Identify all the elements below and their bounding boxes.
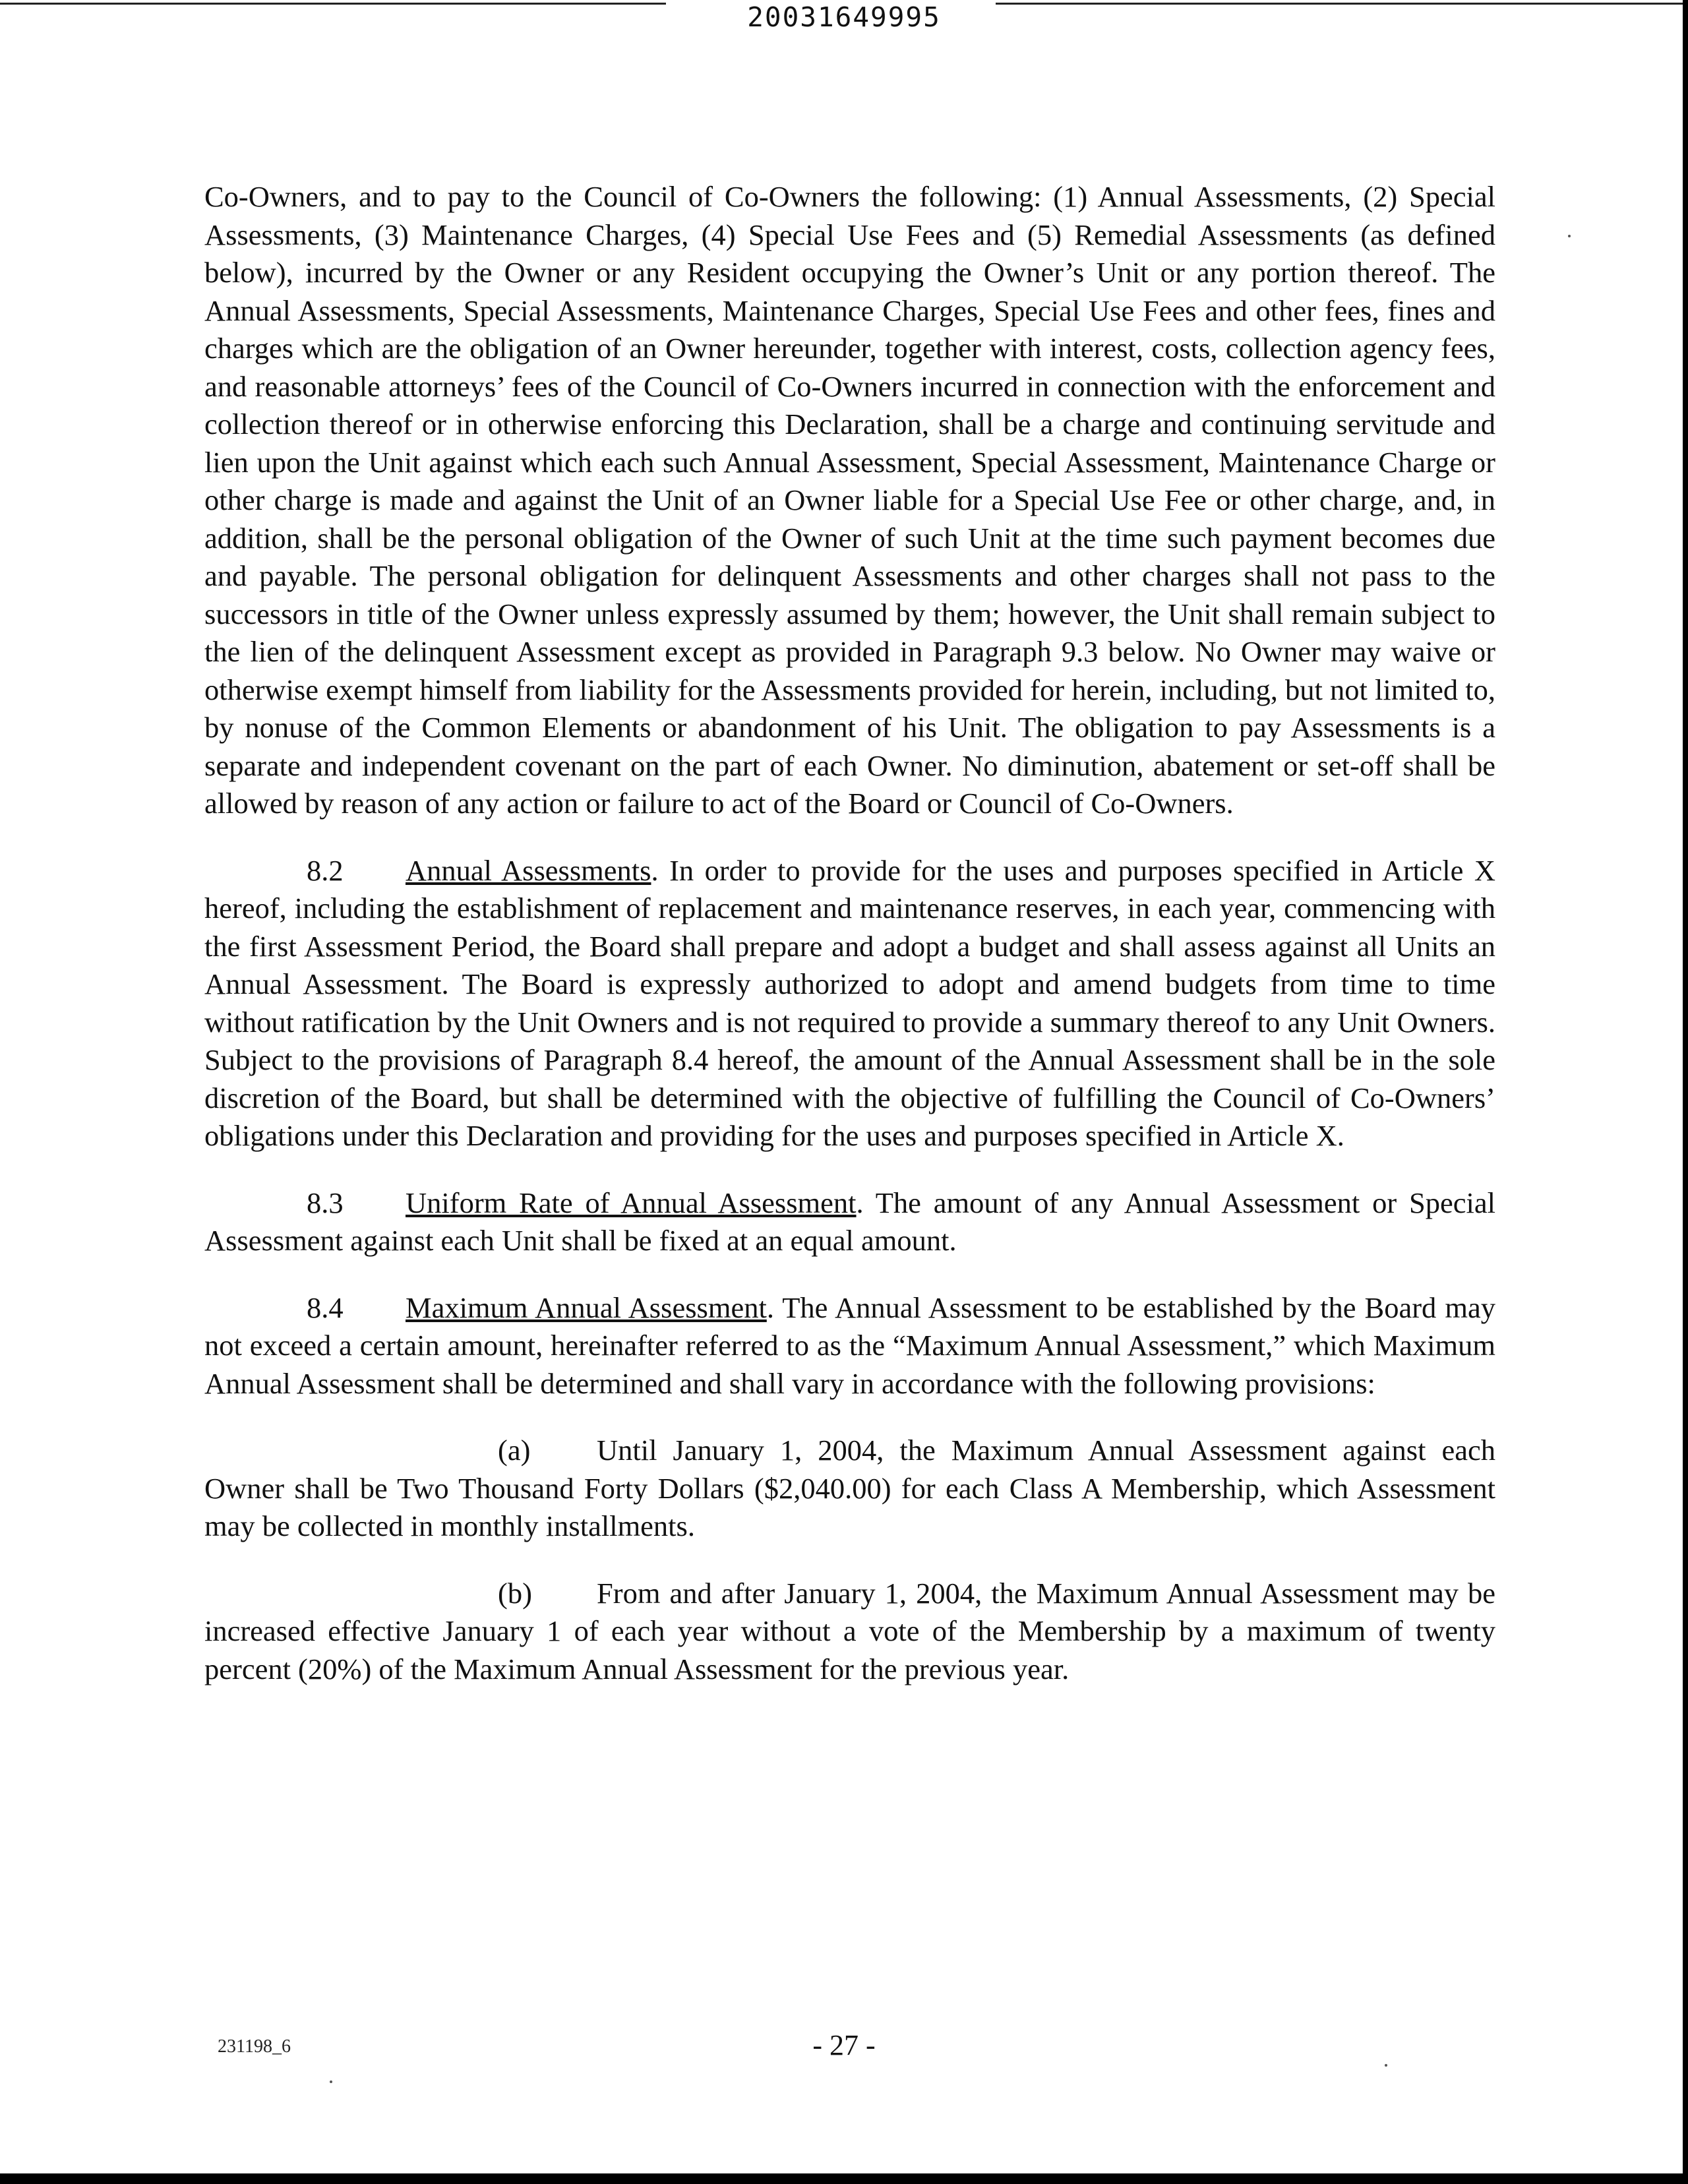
section-8-3 bbox=[204, 1184, 1495, 1260]
section-text: . The amount of any Annual Assessment or Special Assessment against each Unit shall be fixed at an equal amount. bbox=[204, 1186, 1495, 1257]
subsection-a bbox=[204, 1432, 1495, 1546]
section-heading: Maximum Annual Assessment bbox=[406, 1290, 767, 1324]
scan-edge-bottom bbox=[0, 2173, 1688, 2184]
footer-document-code: 231198_6 bbox=[218, 2036, 291, 2057]
subsection-text: Until January 1, 2004, the Maximum Annual Assessment against each Owner shall be Two Thousand Forty Dollars ($2,040.00) for each Class A Membership, which Assessment may be collected in monthly installments. bbox=[204, 1434, 1495, 1542]
scan-speck bbox=[1568, 235, 1571, 237]
subsection-b bbox=[204, 1575, 1495, 1689]
section-number: 8.3 bbox=[307, 1186, 344, 1219]
subsection-text: From and after January 1, 2004, the Maximum Annual Assessment may be increased effective January 1 of each year without a vote of the Membership by a maximum of twenty percent (20%) of the Maximum Annual Assessment for the previous year. bbox=[204, 1576, 1495, 1685]
body-text bbox=[204, 178, 1495, 1717]
page-number: - 27 - bbox=[812, 2029, 876, 2061]
section-text: . The Annual Assessment to be established by the Board may not exceed a certain amount, hereinafter referred to as the “Maximum Annual Assessment,” which Maximum Annual Assessment shall be determined and shall vary in accordance with the following provisions: bbox=[204, 1290, 1495, 1400]
section-heading: Annual Assessments bbox=[406, 853, 651, 887]
scan-edge-right bbox=[1683, 0, 1688, 2184]
section-8-2 bbox=[204, 852, 1495, 1155]
section-number: 8.2 bbox=[307, 853, 344, 887]
document-id: 20031649995 bbox=[747, 1, 941, 33]
section-heading: Uniform Rate of Annual Assessment bbox=[406, 1186, 857, 1219]
scan-speck bbox=[330, 2080, 332, 2083]
subsection-label: (a) bbox=[498, 1434, 531, 1467]
section-text: . In order to provide for the uses and purposes specified in Article X hereof, including the establishment of replacement and maintenance reserves, in each year, commencing with the first Assessment Period, the Board shall prepare and adopt a budget and shall assess against all Units an Annual Assessment. The Board is expressly authorized to adopt and amend budgets from time to time without ratification by the Unit Owners and is not required to provide a summary thereof to any Unit Owners. Subject to the provisions of Paragraph 8.4 hereof, the amount of the Annual Assessment shall be in the sole discretion of the Board, but shall be determined with the objective of fulfilling the Council of Co-Owners’ obligations under this Declaration and providing for the uses and purposes specified in Article X. bbox=[204, 853, 1495, 1152]
section-8-4 bbox=[204, 1289, 1495, 1403]
section-number: 8.4 bbox=[307, 1290, 344, 1324]
paragraph-continuation: Co-Owners, and to pay to the Council of Co-Owners the following: (1) Annual Assessments, (2) Special Assessments, (3) Maintenance Charges, (4) Special Use Fees and (5) Remedial Assessments (as defined below), incurred by the Owner or any Resident occupying the Owner’s Unit or any portion thereof. The Annual Assessments, Special Assessments, Maintenance Charges, Special Use Fees and other fees, fines and charges which are the obligation of an Owner hereunder, together with interest, costs, collection agency fees, and reasonable attorneys’ fees of the Council of Co-Owners incurred in connection with the enforcement and collection thereof or in otherwise enforcing this Declaration, shall be a charge and continuing servitude and lien upon the Unit against which each such Annual Assessment, Special Assessment, Maintenance Charge or other charge is made and against the Unit of an Owner liable for a Special Use Fee or other charge, and, in addition, shall be the personal obligation of the Owner of such Unit at the time such payment becomes due and payable. The personal obligation for delinquent Assessments and other charges shall not pass to the successors in title of the Owner unless expressly assumed by them; however, the Unit shall remain subject to the lien of the delinquent Assessment except as provided in Paragraph 9.3 below. No Owner may waive or otherwise exempt himself from liability for the Assessments provided for herein, including, but not limited to, by nonuse of the Common Elements or abandonment of his Unit. The obligation to pay Assessments is a separate and independent covenant on the part of each Owner. No diminution, abatement or set-off shall be allowed by reason of any action or failure to act of the Board or Council of Co-Owners. bbox=[204, 180, 1495, 820]
scan-speck bbox=[1385, 2064, 1387, 2067]
subsection-label: (b) bbox=[498, 1576, 532, 1610]
